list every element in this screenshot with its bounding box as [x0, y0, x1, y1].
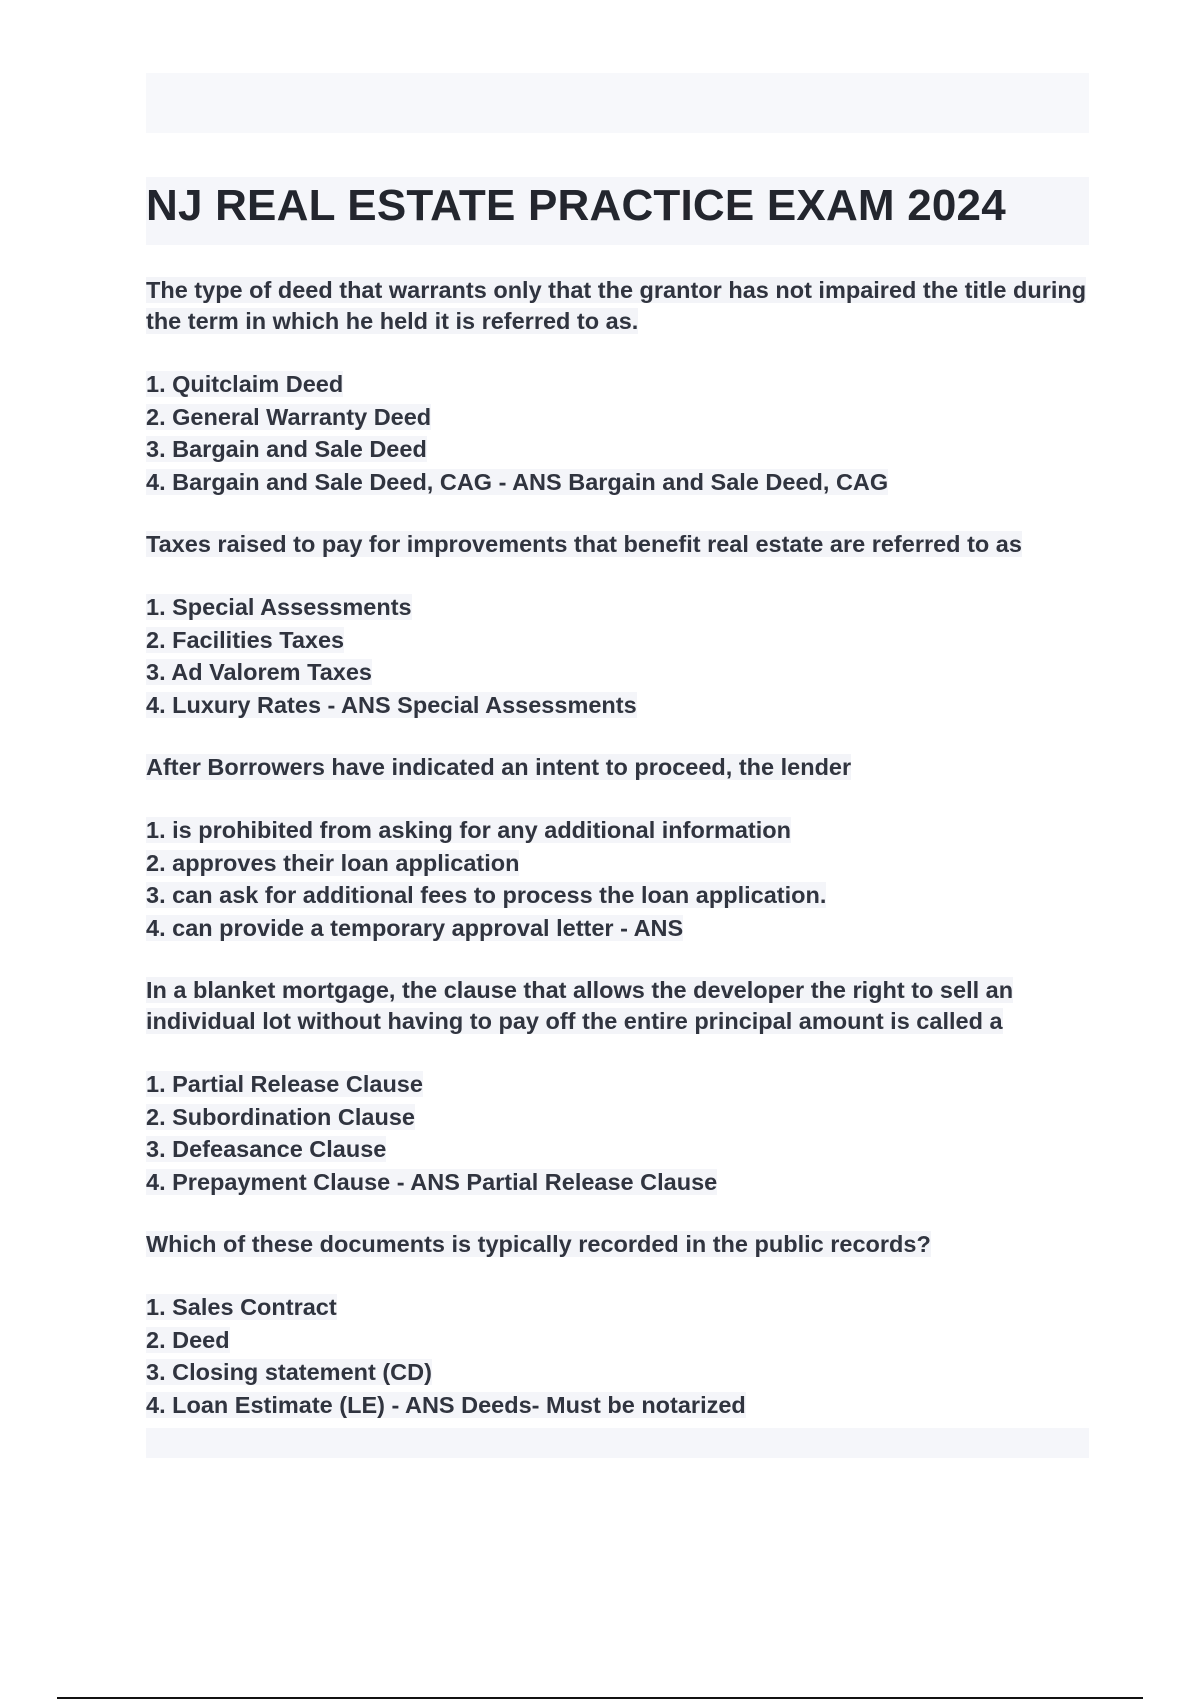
answer-option: 3. can ask for additional fees to process the loan application.: [146, 882, 827, 908]
answer-options: [146, 368, 1089, 498]
answer-option: 2. General Warranty Deed: [146, 403, 432, 430]
page-bottom-rule: [57, 1697, 1143, 1699]
question-block: [146, 1229, 1089, 1421]
answer-option: 1. Quitclaim Deed: [146, 371, 344, 397]
answer-option: 4. Luxury Rates - ANS Special Assessments: [146, 691, 637, 718]
question-list: [146, 275, 1089, 1421]
question-text: Which of these documents is typically recorded in the public records?: [146, 1231, 931, 1257]
answer-option: 3. Bargain and Sale Deed: [146, 436, 427, 462]
answer-option: 2. Subordination Clause: [146, 1103, 415, 1130]
answer-option: 1. Sales Contract: [146, 1294, 337, 1320]
question-block: [146, 275, 1089, 498]
footer-band: [146, 1428, 1089, 1458]
answer-option: 2. Facilities Taxes: [146, 626, 345, 653]
title-block: [146, 177, 1089, 245]
answer-option: 2. Deed: [146, 1326, 230, 1353]
question-block: [146, 752, 1089, 944]
answer-options: [146, 591, 1089, 721]
question-text: After Borrowers have indicated an intent to proceed, the lender: [146, 754, 852, 780]
answer-option: 4. Bargain and Sale Deed, CAG - ANS Bargain and Sale Deed, CAG: [146, 468, 889, 495]
question-block: [146, 529, 1089, 721]
answer-options: [146, 1291, 1089, 1421]
answer-option: 2. approves their loan application: [146, 849, 520, 876]
answer-option: 3. Closing statement (CD): [146, 1359, 432, 1385]
question-block: [146, 975, 1089, 1198]
answer-option: 4. Prepayment Clause - ANS Partial Release Clause: [146, 1168, 718, 1195]
answer-option: 1. is prohibited from asking for any additional information: [146, 817, 791, 843]
answer-options: [146, 1068, 1089, 1198]
answer-option: 4. can provide a temporary approval letter - ANS: [146, 914, 684, 941]
answer-option: 4. Loan Estimate (LE) - ANS Deeds- Must be notarized: [146, 1391, 746, 1418]
page-title: NJ REAL ESTATE PRACTICE EXAM 2024: [146, 181, 1006, 230]
question-text: Taxes raised to pay for improvements that benefit real estate are referred to as: [146, 531, 1022, 557]
answer-option: 1. Special Assessments: [146, 594, 412, 620]
answer-options: [146, 814, 1089, 944]
answer-option: 3. Defeasance Clause: [146, 1136, 387, 1162]
header-band: [146, 73, 1089, 133]
question-text: The type of deed that warrants only that the grantor has not impaired the title during the term in which he held it is referred to as.: [146, 277, 1087, 334]
answer-option: 1. Partial Release Clause: [146, 1071, 423, 1097]
question-text: In a blanket mortgage, the clause that allows the developer the right to sell an individual lot without having to pay off the entire principal amount is called a: [146, 977, 1014, 1034]
answer-option: 3. Ad Valorem Taxes: [146, 659, 372, 685]
